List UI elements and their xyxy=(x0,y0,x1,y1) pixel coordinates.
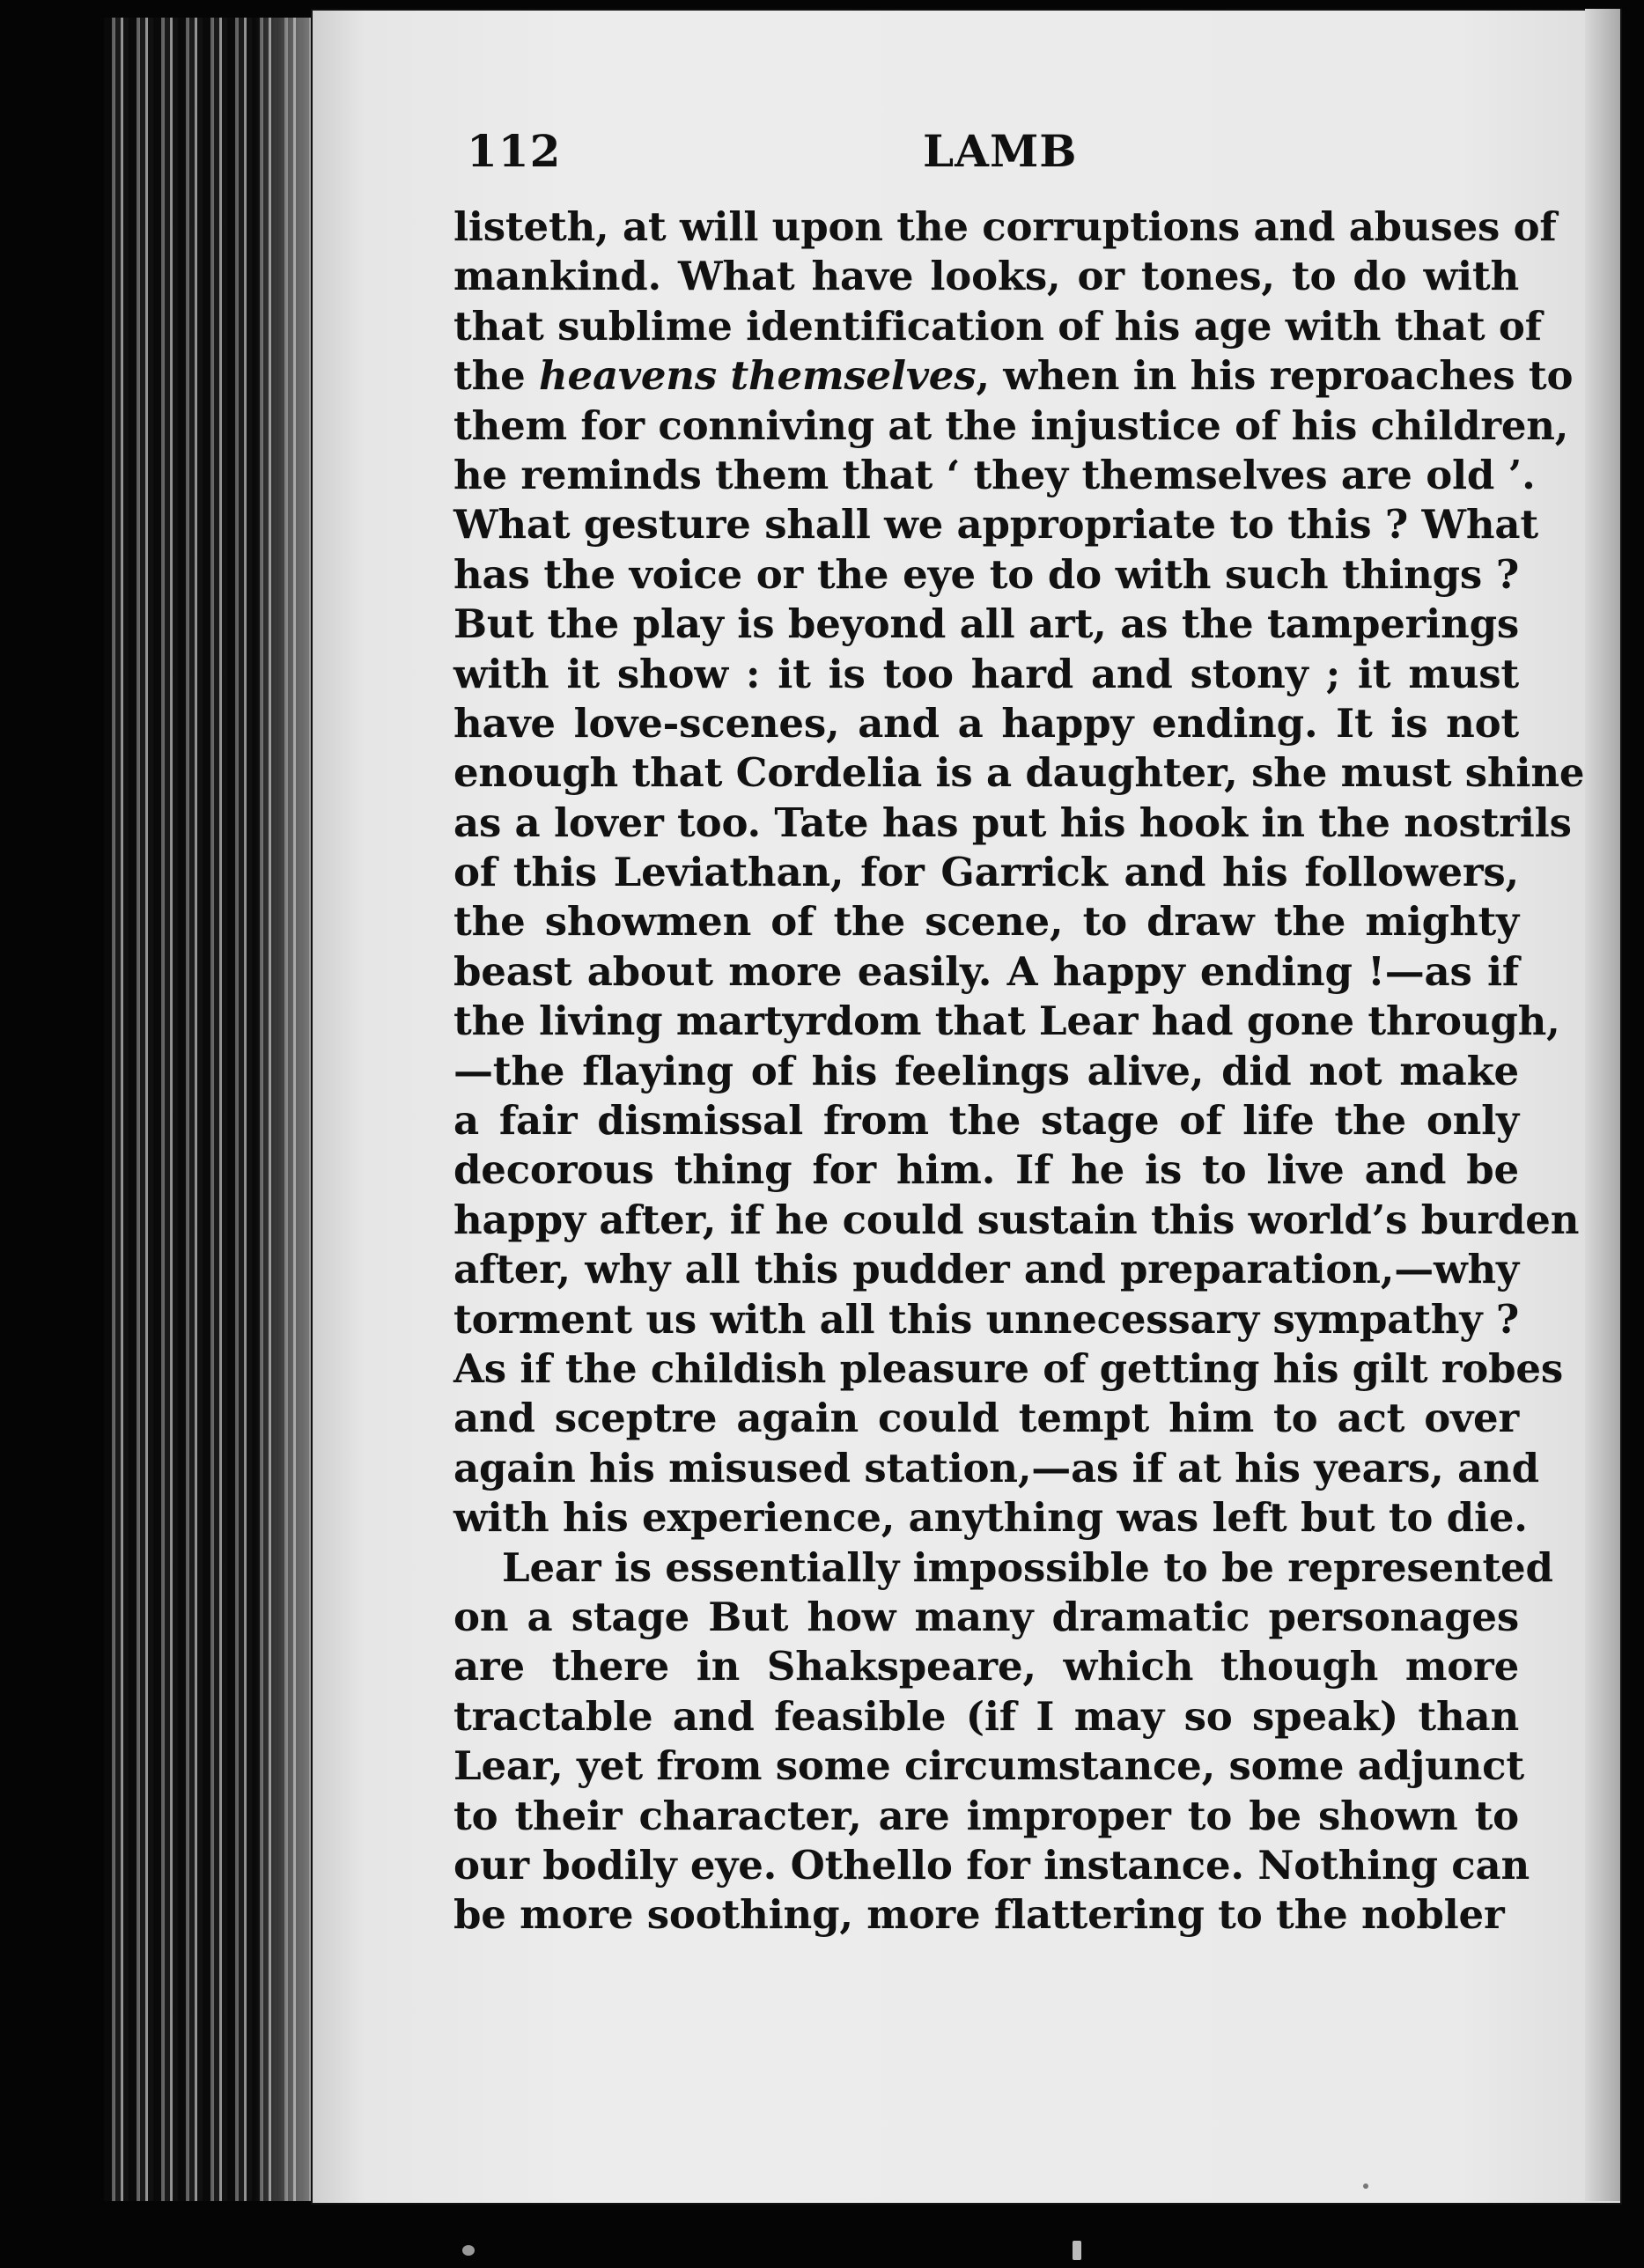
running-title: LAMB xyxy=(923,125,1078,177)
text-segment: are there in Shakspeare, which though more xyxy=(453,1643,1519,1690)
text-line xyxy=(453,550,1519,600)
text-line xyxy=(453,252,1519,301)
text-line xyxy=(453,699,1519,748)
text-line xyxy=(453,997,1560,1046)
text-segment: beast about more easily. A happy ending !—as if xyxy=(453,947,1519,995)
scan-speck xyxy=(462,2245,475,2256)
text-segment: the showmen of the scene, to draw the mighty xyxy=(453,898,1519,946)
text-segment: on a stage But how many dramatic personages xyxy=(453,1593,1519,1640)
text-segment: have love-scenes, and a happy ending. It is not xyxy=(453,699,1519,747)
text-segment: tractable and feasible (if I may so speak) than xyxy=(453,1692,1519,1740)
text-line xyxy=(453,401,1569,451)
text-line xyxy=(453,202,1557,252)
page-number: 112 xyxy=(467,125,562,177)
body-text xyxy=(453,202,1585,1940)
text-segment: a fair dismissal from the stage of life the only xyxy=(453,1097,1519,1145)
text-line xyxy=(453,848,1519,897)
text-line xyxy=(453,1841,1530,1890)
text-segment: and sceptre again could tempt him to act over xyxy=(453,1395,1519,1442)
text-line xyxy=(453,1642,1519,1691)
text-line xyxy=(453,1593,1519,1642)
text-line xyxy=(453,1096,1519,1145)
text-segment: that sublime identification of his age with that of xyxy=(453,302,1542,350)
text-segment: our bodily eye. Othello for instance. Nothing can xyxy=(453,1841,1530,1889)
text-segment: happy after, if he could sustain this world’s burden xyxy=(453,1196,1580,1243)
text-segment: he reminds them that ‘ they themselves are old ’. xyxy=(453,451,1536,498)
text-segment: , when in his reproaches to xyxy=(976,352,1574,400)
text-segment: decorous thing for him. If he is to live and be xyxy=(453,1146,1519,1194)
text-line xyxy=(453,1344,1563,1394)
text-segment: of this Leviathan, for Garrick and his followers, xyxy=(453,849,1519,896)
text-line xyxy=(453,1543,1553,1593)
text-segment: as a lover too. Tate has put his hook in the nostrils xyxy=(453,799,1572,846)
text-line xyxy=(453,351,1574,401)
text-line xyxy=(453,1245,1519,1294)
text-segment: But the play is beyond all art, as the tamperings xyxy=(453,600,1519,648)
text-line xyxy=(453,500,1538,549)
text-segment: mankind. What have looks, or tones, to do with xyxy=(453,253,1519,300)
scan-speck xyxy=(1073,2241,1081,2260)
text-segment: As if the childish pleasure of getting his gilt robes xyxy=(453,1344,1563,1392)
scan-speck xyxy=(1363,2183,1368,2189)
text-line xyxy=(453,748,1585,798)
text-line xyxy=(453,1295,1519,1344)
text-line xyxy=(453,1444,1539,1493)
text-line xyxy=(453,897,1519,946)
text-line xyxy=(453,1394,1519,1443)
page-right-edge xyxy=(1585,9,1620,2201)
text-line xyxy=(453,1047,1519,1096)
text-segment: —the flaying of his feelings alive, did not make xyxy=(453,1047,1519,1094)
text-segment: What gesture shall we appropriate to this ? What xyxy=(453,501,1538,549)
text-line xyxy=(453,1890,1519,1940)
text-segment: them for conniving at the injustice of his children, xyxy=(453,401,1569,449)
text-line xyxy=(453,1792,1519,1841)
text-segment: heavens themselves xyxy=(539,352,977,400)
text-segment: the living martyrdom that Lear had gone through, xyxy=(453,998,1560,1045)
text-line xyxy=(453,799,1572,848)
text-line xyxy=(453,947,1519,997)
text-segment: be more soothing, more flattering to the nobler xyxy=(453,1891,1505,1939)
text-segment: to their character, are improper to be shown to xyxy=(453,1792,1519,1839)
text-segment: Lear is essentially impossible to be represented xyxy=(502,1543,1553,1591)
text-line xyxy=(453,451,1536,500)
text-segment: after, why all this pudder and preparation,—why xyxy=(453,1246,1519,1293)
text-line xyxy=(453,1145,1519,1195)
text-line xyxy=(453,650,1519,699)
text-line xyxy=(453,302,1542,351)
text-segment: Lear, yet from some circumstance, some adjunct xyxy=(453,1742,1524,1790)
text-line xyxy=(453,1692,1519,1742)
text-segment: torment us with all this unnecessary sympathy ? xyxy=(453,1295,1519,1343)
text-line xyxy=(453,600,1519,649)
text-segment: again his misused station,—as if at his years, and xyxy=(453,1444,1539,1491)
text-segment: has the voice or the eye to do with such things ? xyxy=(453,550,1519,598)
text-line xyxy=(453,1196,1580,1245)
text-segment: the xyxy=(453,352,540,400)
text-line xyxy=(453,1493,1528,1543)
text-segment: enough that Cordelia is a daughter, she must shine xyxy=(453,749,1585,797)
text-segment: listeth, at will upon the corruptions and abuses of xyxy=(453,203,1557,250)
text-segment: with his experience, anything was left but to die. xyxy=(453,1494,1528,1542)
text-line xyxy=(453,1742,1524,1791)
text-segment: with it show : it is too hard and stony ; it must xyxy=(453,650,1519,697)
